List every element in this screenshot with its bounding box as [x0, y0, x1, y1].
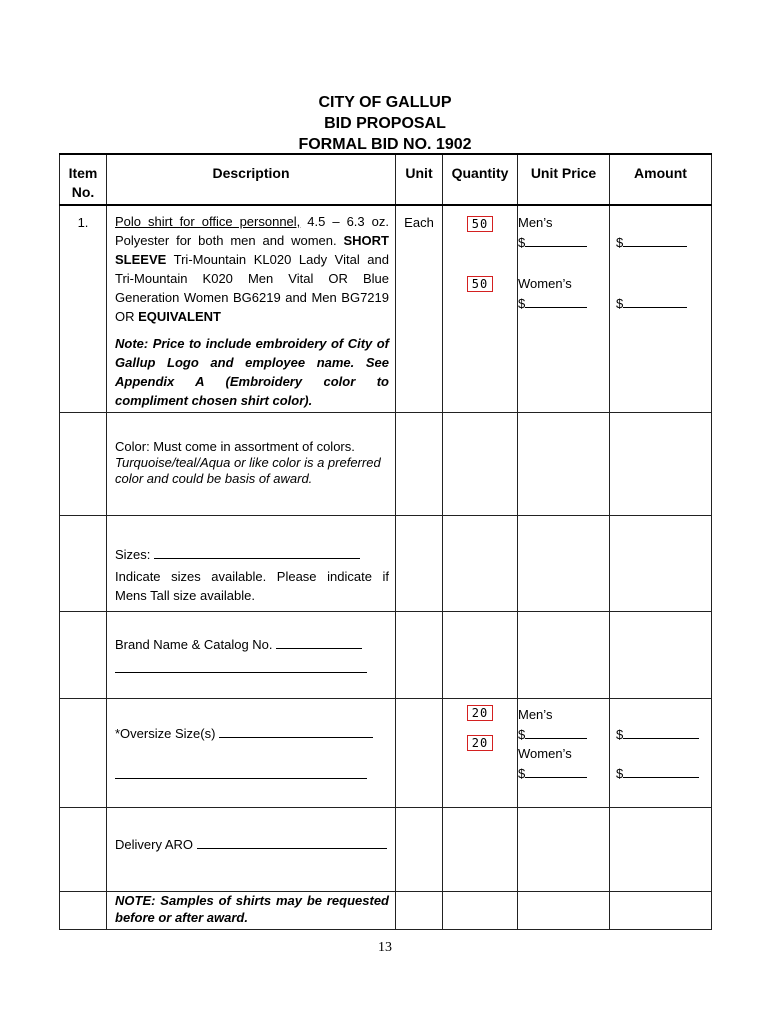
blank-line	[525, 763, 587, 778]
price-men-field[interactable]	[518, 724, 609, 744]
price-women-field[interactable]	[518, 293, 609, 313]
price-men-field[interactable]	[518, 232, 609, 252]
samples-note: NOTE: Samples of shirts may be requested before or after award.	[107, 891, 396, 929]
brand-label: Brand Name & Catalog No.	[115, 636, 273, 652]
quantity-cell	[443, 205, 518, 412]
oversize-amount-cell	[610, 698, 712, 807]
blank-line	[219, 723, 373, 738]
sizes-text: Indicate sizes available. Please indicate if Mens Tall size available.	[115, 568, 389, 603]
empty-cell	[60, 891, 107, 929]
sizes-field[interactable]	[115, 544, 389, 564]
oversize-label: *Oversize Size(s)	[115, 725, 216, 741]
blank-line	[115, 764, 367, 779]
dollar-sign: $	[616, 235, 624, 250]
empty-cell	[60, 807, 107, 891]
table-row	[60, 611, 712, 698]
blank-line	[623, 232, 687, 247]
color-requirement	[107, 412, 396, 515]
col-header-item: Item No.	[60, 154, 107, 205]
blank-line	[623, 724, 699, 739]
empty-cell	[60, 515, 107, 611]
empty-cell	[60, 698, 107, 807]
dollar-sign: $	[518, 235, 526, 250]
table-row	[60, 205, 712, 412]
delivery-label: Delivery ARO	[115, 836, 194, 852]
empty-cell	[396, 698, 443, 807]
oversize-requirement	[107, 698, 396, 807]
blank-line	[623, 763, 699, 778]
table-header-row	[60, 154, 712, 205]
amount-women-field[interactable]	[616, 293, 711, 313]
empty-cell	[396, 891, 443, 929]
empty-cell	[60, 412, 107, 515]
desc-lead: Polo shirt for office personnel,	[115, 214, 301, 229]
brand-field-line-2[interactable]	[115, 658, 389, 678]
delivery-requirement	[107, 807, 396, 891]
blank-line	[525, 293, 587, 308]
table-row	[60, 412, 712, 515]
qty-women-box[interactable]: 50	[467, 276, 493, 292]
empty-cell	[610, 891, 712, 929]
empty-cell	[518, 891, 610, 929]
price-women-label: Women’s	[518, 745, 572, 761]
qty-oversize-men-box[interactable]: 20	[467, 705, 493, 721]
oversize-field[interactable]	[115, 723, 389, 743]
empty-cell	[518, 515, 610, 611]
col-header-description: Description	[107, 154, 396, 205]
sizes-label: Sizes:	[115, 546, 151, 562]
blank-line	[115, 658, 367, 673]
blank-line	[154, 544, 360, 559]
empty-cell	[610, 611, 712, 698]
unit-price-cell	[518, 205, 610, 412]
empty-cell	[443, 891, 518, 929]
oversize-quantity-cell	[443, 698, 518, 807]
amount-men-field[interactable]	[616, 724, 711, 744]
empty-cell	[396, 412, 443, 515]
blank-line	[525, 232, 587, 247]
desc-rest: 4.5 – 6.3 oz. Polyester for both men and women.	[115, 214, 389, 248]
unit-value: Each	[396, 205, 443, 412]
bid-table	[59, 153, 712, 930]
empty-cell	[610, 807, 712, 891]
desc-bold-equivalent: EQUIVALENT	[138, 309, 221, 324]
dollar-sign: $	[616, 726, 624, 742]
empty-cell	[443, 807, 518, 891]
amount-women-field[interactable]	[616, 763, 711, 783]
dollar-sign: $	[518, 765, 526, 781]
dollar-sign: $	[616, 296, 624, 311]
color-preference: Turquoise/teal/Aqua or like color is a preferred color and could be basis of award.	[115, 454, 381, 486]
empty-cell	[60, 611, 107, 698]
desc-mid: Tri-Mountain KL020 Lady Vital and Tri-Mountain K020 Men Vital OR Blue Generation Women BG6219 and Men BG7219 OR	[115, 252, 389, 324]
empty-cell	[396, 611, 443, 698]
blank-line	[623, 293, 687, 308]
header-line-3: FORMAL BID NO. 1902	[298, 136, 472, 153]
amount-cell	[610, 205, 712, 412]
empty-cell	[443, 412, 518, 515]
header-line-2: BID PROPOSAL	[324, 115, 446, 132]
dollar-sign: $	[518, 296, 526, 311]
empty-cell	[443, 611, 518, 698]
table-row	[60, 698, 712, 807]
table-row	[60, 807, 712, 891]
dollar-sign: $	[616, 765, 624, 781]
qty-oversize-women-box[interactable]: 20	[467, 735, 493, 751]
col-header-amount: Amount	[610, 154, 712, 205]
col-header-quantity: Quantity	[443, 154, 518, 205]
empty-cell	[396, 515, 443, 611]
brand-requirement	[107, 611, 396, 698]
delivery-field[interactable]	[115, 834, 389, 854]
col-header-unit: Unit	[396, 154, 443, 205]
table-row	[60, 515, 712, 611]
price-men-label: Men’s	[518, 706, 553, 722]
dollar-sign: $	[518, 726, 526, 742]
price-women-label: Women’s	[518, 276, 572, 291]
item-description	[107, 205, 396, 412]
desc-bold-short-sleeve: SHORT SLEEVE	[115, 233, 389, 267]
qty-men-box[interactable]: 50	[467, 216, 493, 232]
empty-cell	[518, 807, 610, 891]
item-number: 1.	[60, 205, 107, 412]
empty-cell	[518, 611, 610, 698]
embroidery-note: Note: Price to include embroidery of City of Gallup Logo and employee name. See Appendix A (Embroidery color to compliment chosen shirt color).	[115, 336, 389, 408]
price-women-field[interactable]	[518, 763, 609, 783]
empty-cell	[396, 807, 443, 891]
brand-field[interactable]	[115, 634, 389, 654]
empty-cell	[610, 412, 712, 515]
page-number: 13	[378, 940, 392, 955]
empty-cell	[518, 412, 610, 515]
oversize-unit-price-cell	[518, 698, 610, 807]
blank-line	[276, 634, 362, 649]
color-text: Color: Must come in assortment of colors.	[115, 438, 355, 454]
blank-line	[525, 724, 587, 739]
header-line-1: CITY OF GALLUP	[318, 94, 452, 111]
amount-men-field[interactable]	[616, 232, 711, 252]
sizes-requirement	[107, 515, 396, 611]
table-row	[60, 891, 712, 929]
blank-line	[197, 834, 387, 849]
empty-cell	[443, 515, 518, 611]
oversize-field-line-2[interactable]	[115, 764, 389, 784]
price-men-label: Men’s	[518, 215, 553, 230]
col-header-unit-price: Unit Price	[518, 154, 610, 205]
empty-cell	[610, 515, 712, 611]
